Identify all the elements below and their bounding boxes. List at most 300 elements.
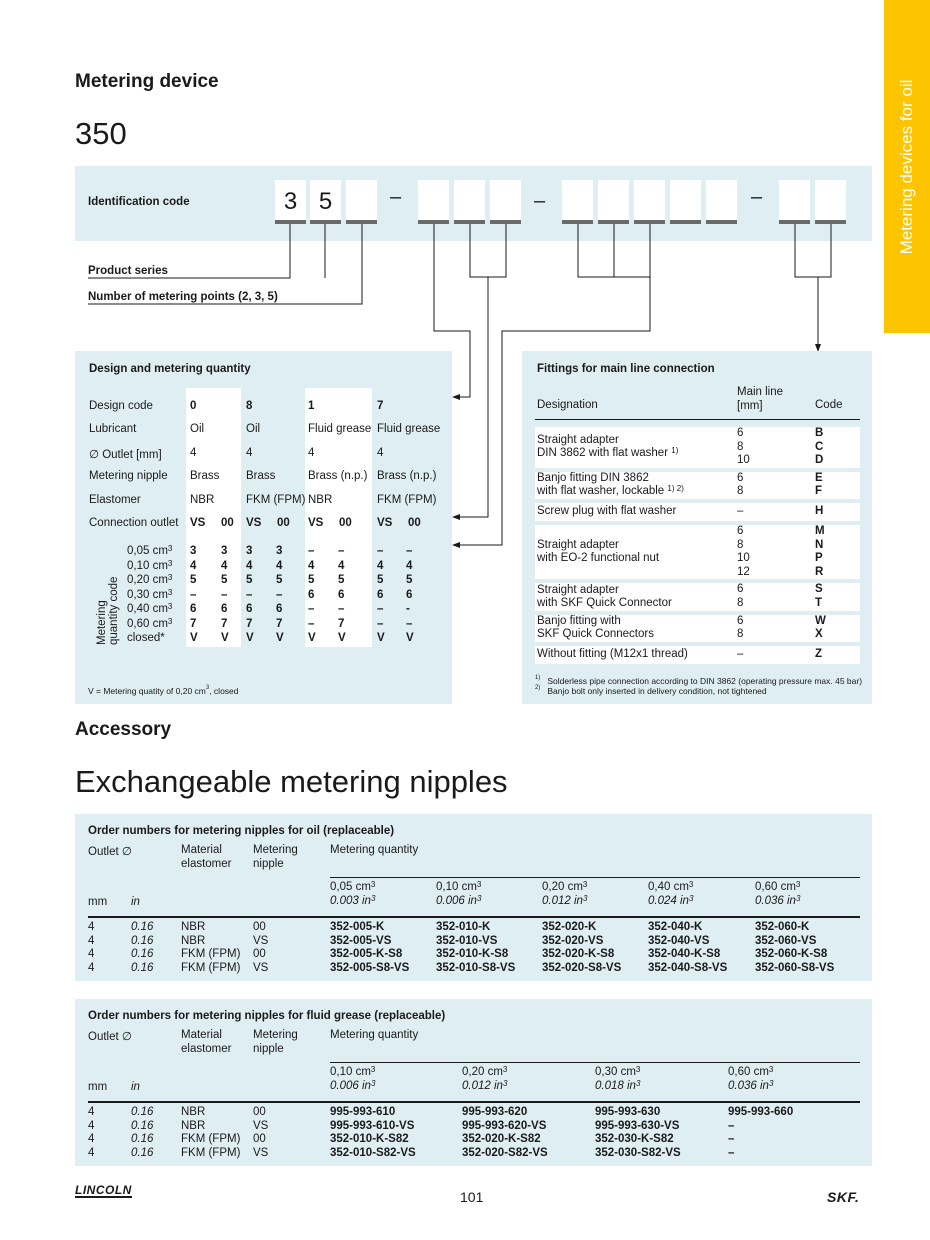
fitting-designation-2-text: SKF Quick Connectors — [537, 628, 654, 641]
design-row-label: Metering nipple — [89, 470, 168, 482]
unit-in: in — [131, 896, 140, 908]
quantity-cm-text: 0,10 cm — [436, 881, 477, 893]
order-number: 995-993-630 — [595, 1106, 661, 1118]
metering-quantity-side-label — [96, 577, 120, 645]
quantity-in — [728, 1080, 773, 1092]
row-nipple: VS — [253, 1146, 269, 1159]
row-mm: 4 — [88, 961, 95, 974]
fitting-designation-2-text: DIN 3862 with flat washer — [537, 447, 669, 460]
table-rule — [88, 916, 860, 918]
fitting-code: P — [815, 552, 823, 565]
fitting-code: N — [815, 538, 824, 551]
header-quantity: Metering quantity — [330, 1029, 419, 1041]
quantity-code: – — [308, 603, 315, 615]
connection-00: 00 — [408, 517, 421, 529]
quantity-code: V — [308, 632, 316, 644]
skf-logo: SKF. — [827, 1189, 860, 1205]
fitting-code: T — [815, 597, 823, 609]
quantity-label-text: 0,20 cm — [127, 574, 168, 586]
design-cell: 4 — [308, 447, 315, 459]
unit-superscript: 3 — [167, 558, 173, 568]
order-number: 995-993-620-VS — [462, 1119, 547, 1132]
connection-vs: VS — [308, 517, 324, 529]
fitting-code: F — [815, 485, 823, 498]
design-cell: Brass — [190, 470, 220, 482]
order-number: 352-040-VS — [648, 934, 710, 947]
order-number: 352-020-VS — [542, 934, 604, 947]
order-number: 352-005-S8-VS — [330, 961, 410, 974]
unit-mm: mm — [88, 896, 108, 908]
quantity-cm-text: 0,05 cm — [330, 881, 371, 893]
quantity-in — [436, 895, 481, 907]
fitting-footnote-mark: 1) — [671, 446, 679, 456]
fitting-code: D — [815, 454, 824, 467]
quantity-in — [462, 1080, 507, 1092]
quantity-cm-text: 0,40 cm — [648, 881, 689, 893]
row-in: 0.16 — [131, 1146, 154, 1159]
row-nipple: VS — [253, 961, 269, 974]
code-digit-1: 3 — [275, 180, 306, 224]
quantity-code: 5 — [377, 574, 384, 586]
order-number: 352-060-K-S8 — [755, 948, 828, 960]
quantity-code: – — [190, 588, 197, 601]
quantity-code: 4 — [308, 559, 315, 572]
unit-superscript: 3 — [167, 587, 173, 597]
quantity-code: 3 — [276, 545, 283, 557]
order-number: 995-993-660 — [728, 1106, 794, 1118]
row-in: 0.16 — [131, 961, 154, 974]
order-number: 352-020-K-S8 — [542, 948, 615, 960]
fn2-text: Banjo bolt only inserted in delivery condition, not tightened — [547, 686, 767, 696]
unit-superscript: 3 — [582, 880, 588, 889]
quantity-code: 4 — [221, 559, 228, 572]
quantity-code: – — [377, 617, 384, 630]
fitting-code: X — [815, 628, 823, 641]
unit-superscript: 3 — [476, 894, 482, 903]
quantity-code: 4 — [338, 559, 345, 572]
order-number: 352-010-S8-VS — [436, 961, 516, 974]
row-in: 0.16 — [131, 1106, 154, 1118]
fitting-size: 6 — [737, 614, 744, 627]
quantity-in-text: 0.003 in — [330, 895, 371, 907]
accessory-heading: Accessory — [75, 719, 172, 740]
fitting-size: 8 — [737, 538, 744, 551]
design-cell: 0 — [190, 400, 197, 412]
design-cell: 7 — [377, 400, 384, 412]
quantity-cm — [436, 881, 481, 893]
design-cell: Fluid grease — [308, 423, 372, 435]
fitting-designation-2 — [537, 552, 659, 564]
fitting-designation-2-text: with flat washer, lockable — [537, 485, 665, 498]
quantity-cm — [755, 881, 800, 893]
unit-superscript: 3 — [502, 1065, 508, 1074]
fitting-code: M — [815, 525, 825, 537]
quantity-code: 4 — [190, 559, 197, 572]
fitting-size: 12 — [737, 565, 750, 578]
order-number: 352-020-K-S82 — [462, 1133, 541, 1145]
mainline-line-1: Main line — [737, 386, 784, 398]
quantity-code: 6 — [377, 588, 384, 601]
fitting-size: 6 — [737, 471, 744, 484]
quantity-code: 6 — [406, 588, 413, 601]
design-cell: FKM (FPM) — [377, 494, 437, 506]
order-number: 995-993-620 — [462, 1106, 528, 1118]
quantity-code: – — [377, 603, 384, 615]
fitting-code: R — [815, 565, 824, 578]
row-material: FKM (FPM) — [181, 1146, 241, 1159]
order-number: 352-040-K — [648, 921, 703, 933]
design-cell: NBR — [190, 494, 215, 506]
order-number: 352-010-S82-VS — [330, 1146, 416, 1159]
quantity-code: – — [406, 545, 413, 557]
order-number: 352-020-S82-VS — [462, 1146, 548, 1159]
quantity-code: – — [406, 617, 413, 630]
header-material-2: elastomer — [181, 1043, 232, 1055]
row-in: 0.16 — [131, 934, 154, 947]
fitting-designation: Without fitting (M12x1 thread) — [537, 648, 688, 661]
code-digit-2: 5 — [310, 180, 341, 224]
row-material: NBR — [181, 934, 206, 947]
quantity-code: V — [377, 632, 385, 644]
order-number: – — [728, 1146, 735, 1159]
quantity-code: 5 — [406, 574, 413, 586]
design-cell: Fluid grease — [377, 423, 441, 435]
row-mm: 4 — [88, 1106, 95, 1118]
row-mm: 4 — [88, 1133, 95, 1145]
quantity-code: – — [276, 588, 283, 601]
design-panel-title: Design and metering quantity — [89, 363, 251, 375]
order-number: 352-060-S8-VS — [755, 961, 835, 974]
unit-superscript: 3 — [167, 544, 173, 553]
quantity-code: 5 — [221, 574, 228, 586]
fitting-code: E — [815, 471, 823, 484]
quantity-in-text: 0.012 in — [542, 895, 583, 907]
order-number: 352-005-VS — [330, 934, 392, 947]
design-cell: Brass (n.p.) — [308, 470, 368, 482]
quantity-label — [127, 574, 172, 586]
header-nipple: Metering — [253, 1029, 298, 1041]
header-outlet: Outlet ∅ — [88, 1031, 132, 1043]
unit-superscript: 3 — [635, 1065, 641, 1074]
fitting-designation: Straight adapter — [537, 433, 619, 446]
unit-superscript: 3 — [768, 1079, 774, 1088]
unit-superscript: 3 — [688, 880, 694, 889]
connection-00: 00 — [339, 517, 352, 529]
row-material: FKM (FPM) — [181, 961, 241, 974]
order-number: 995-993-630-VS — [595, 1119, 680, 1132]
quantity-label: closed* — [127, 632, 165, 644]
fitting-size: 8 — [737, 597, 744, 609]
row-in: 0.16 — [131, 948, 154, 960]
quantity-code: 6 — [190, 603, 197, 615]
metering-points-label: Number of metering points (2, 3, 5) — [88, 291, 278, 303]
fitting-size: 8 — [737, 485, 744, 498]
quantity-code: – — [308, 545, 315, 557]
fitting-size: 8 — [737, 628, 744, 641]
order-number: – — [728, 1133, 735, 1145]
unit-superscript: 3 — [167, 616, 173, 626]
row-in: 0.16 — [131, 1119, 154, 1132]
quantity-cm — [330, 1066, 375, 1078]
quantity-code: V — [338, 632, 346, 644]
fitting-size: – — [737, 647, 744, 660]
row-mm: 4 — [88, 1146, 95, 1159]
quantity-code: – — [338, 603, 345, 615]
table-title: Order numbers for metering nipples for oil (replaceable) — [88, 825, 395, 837]
fn1-mark: 1) — [535, 675, 541, 681]
fitting-designation-2 — [537, 597, 672, 609]
design-cell: 4 — [246, 447, 253, 459]
order-number: – — [728, 1119, 735, 1132]
fitting-size: 10 — [737, 454, 750, 467]
row-nipple: 00 — [253, 1133, 266, 1145]
side-label-line-1: Metering — [96, 600, 108, 645]
product-series-label: Product series — [88, 265, 168, 277]
quantity-label — [127, 545, 172, 557]
unit-superscript: 3 — [688, 894, 694, 903]
quantity-in-text: 0.036 in — [755, 895, 796, 907]
table-rule — [88, 1101, 860, 1103]
quantity-code: – — [221, 588, 228, 601]
row-material: NBR — [181, 921, 206, 933]
quantity-code: 7 — [276, 617, 283, 630]
connection-vs: VS — [190, 517, 206, 529]
quantity-code: 7 — [190, 617, 197, 630]
order-number: 352-020-S8-VS — [542, 961, 622, 974]
quantity-code: 3 — [221, 545, 228, 557]
order-number: 352-060-VS — [755, 934, 817, 947]
design-cell: NBR — [308, 494, 333, 506]
order-number: 352-010-K-S82 — [330, 1133, 409, 1145]
unit-superscript: 3 — [476, 880, 482, 889]
quantity-code: – — [338, 545, 345, 557]
design-cell: 8 — [246, 400, 253, 412]
quantity-code: 7 — [338, 617, 345, 630]
quantity-code: 6 — [276, 603, 283, 615]
fittings-header-rule — [535, 419, 860, 420]
design-footnote-end: , closed — [209, 686, 239, 696]
unit-in: in — [131, 1081, 140, 1093]
design-footnote — [88, 686, 239, 696]
quantity-code: 5 — [276, 574, 283, 586]
quantity-in-text: 0.012 in — [462, 1080, 503, 1092]
fitting-code: C — [815, 440, 824, 453]
fn1-text: Solderless pipe connection according to DIN 3862 (operating pressure max. 45 bar) — [547, 676, 863, 686]
quantity-label-text: 0,05 cm — [127, 545, 168, 557]
row-nipple: 00 — [253, 1106, 266, 1118]
quantity-in-text: 0.006 in — [330, 1080, 371, 1092]
design-footnote-sup: 3 — [205, 685, 210, 691]
row-nipple: VS — [253, 1119, 269, 1132]
header-outlet: Outlet ∅ — [88, 846, 132, 858]
design-footnote-text: V = Metering quatity of 0,20 cm — [88, 686, 206, 696]
design-row-label: Design code — [89, 400, 153, 412]
row-mm: 4 — [88, 948, 95, 960]
fitting-size: – — [737, 505, 744, 517]
order-number: 352-030-S82-VS — [595, 1146, 681, 1159]
order-number: 352-040-K-S8 — [648, 948, 721, 960]
row-in: 0.16 — [131, 921, 154, 933]
row-nipple: VS — [253, 934, 269, 947]
quantity-code: – — [377, 545, 384, 557]
row-mm: 4 — [88, 921, 95, 933]
quantity-label — [127, 618, 172, 630]
identification-code-label: Identification code — [88, 196, 190, 208]
order-number: 352-040-S8-VS — [648, 961, 728, 974]
fittings-col-code: Code — [815, 399, 843, 411]
quantity-in — [330, 895, 375, 907]
unit-superscript: 3 — [582, 894, 588, 903]
quantity-cm — [542, 881, 587, 893]
row-material: NBR — [181, 1106, 206, 1118]
fitting-designation-2-text: with SKF Quick Connector — [537, 597, 672, 609]
quantity-label — [127, 603, 172, 615]
unit-superscript: 3 — [768, 1065, 774, 1074]
unit-superscript: 3 — [502, 1079, 508, 1088]
order-number: 352-060-K — [755, 921, 810, 933]
lincoln-logo: LINCOLN — [75, 1183, 132, 1197]
unit-superscript: 3 — [795, 894, 801, 903]
fitting-designation-2 — [537, 628, 654, 640]
unit-superscript: 3 — [370, 1079, 376, 1088]
unit-superscript: 3 — [370, 1065, 376, 1074]
side-tab-label: Metering devices for oil — [897, 79, 916, 254]
fitting-code: H — [815, 505, 824, 517]
unit-mm: mm — [88, 1081, 108, 1093]
header-rule — [330, 1062, 860, 1063]
quantity-label — [127, 560, 172, 572]
order-number: 352-010-VS — [436, 934, 498, 947]
quantity-in — [330, 1080, 375, 1092]
order-number: 352-005-K — [330, 921, 385, 933]
fn2-mark: 2) — [535, 685, 541, 691]
fitting-code: B — [815, 427, 824, 439]
fitting-designation-2-text: with EO-2 functional nut — [537, 552, 660, 565]
quantity-cm-text: 0,30 cm — [595, 1066, 636, 1078]
quantity-code: 5 — [190, 574, 197, 586]
accessory-title: Exchangeable metering nipples — [75, 764, 508, 799]
design-cell: Brass (n.p.) — [377, 470, 437, 482]
quantity-code: 6 — [308, 588, 315, 601]
quantity-cm-text: 0,10 cm — [330, 1066, 371, 1078]
header-material: Material — [181, 1029, 222, 1041]
quantity-cm — [728, 1066, 773, 1078]
code-dash-1: – — [390, 186, 402, 208]
unit-superscript: 3 — [370, 880, 376, 889]
fitting-designation-2 — [537, 447, 678, 459]
fitting-size: 8 — [737, 440, 744, 453]
design-cell: Brass — [246, 470, 276, 482]
row-mm: 4 — [88, 934, 95, 947]
fitting-size: 6 — [737, 427, 744, 439]
quantity-label-text: 0,40 cm — [127, 603, 168, 615]
row-material: FKM (FPM) — [181, 948, 241, 960]
quantity-in — [755, 895, 800, 907]
fittings-footnote-1 — [535, 676, 862, 686]
fitting-code: Z — [815, 647, 823, 660]
quantity-in-text: 0.036 in — [728, 1080, 769, 1092]
fitting-designation: Straight adapter — [537, 583, 619, 596]
code-dash-3: – — [751, 186, 763, 208]
quantity-code: 6 — [221, 603, 228, 615]
quantity-cm — [595, 1066, 640, 1078]
fitting-designation-2 — [537, 485, 684, 497]
quantity-code: V — [190, 632, 198, 644]
header-material: Material — [181, 844, 222, 856]
quantity-in-text: 0.006 in — [436, 895, 477, 907]
quantity-code: 7 — [221, 617, 228, 630]
code-dash-2: – — [534, 190, 546, 212]
order-number: 352-010-K-S8 — [436, 948, 509, 960]
quantity-label-text: 0,60 cm — [127, 617, 168, 630]
fitting-code: S — [815, 583, 823, 596]
page-number: 101 — [460, 1189, 484, 1205]
quantity-code: V — [246, 632, 254, 644]
row-mm: 4 — [88, 1119, 95, 1132]
unit-superscript: 3 — [167, 602, 173, 611]
fitting-designation: Straight adapter — [537, 538, 619, 551]
design-row-label: Elastomer — [89, 494, 141, 506]
design-cell: 4 — [190, 447, 197, 459]
quantity-code: 6 — [338, 588, 345, 601]
order-number: 352-005-K-S8 — [330, 948, 403, 960]
quantity-code: V — [221, 632, 229, 644]
connection-vs: VS — [246, 517, 262, 529]
connection-00: 00 — [221, 517, 234, 529]
header-nipple-2: nipple — [253, 1043, 284, 1055]
quantity-code: – — [308, 617, 315, 630]
fitting-designation: Banjo fitting with — [537, 614, 621, 627]
fitting-designation: Screw plug with flat washer — [537, 505, 677, 518]
header-quantity: Metering quantity — [330, 844, 419, 856]
quantity-in — [595, 1080, 640, 1092]
unit-superscript: 3 — [795, 880, 801, 889]
header-rule — [330, 877, 860, 878]
quantity-code: 4 — [377, 559, 384, 572]
design-cell: Oil — [190, 423, 205, 435]
quantity-code: – — [246, 588, 253, 601]
header-material-2: elastomer — [181, 858, 232, 870]
header-nipple: Metering — [253, 844, 298, 856]
design-row-label: ∅ Outlet [mm] — [89, 449, 162, 461]
quantity-cm-text: 0,60 cm — [728, 1066, 769, 1078]
unit-superscript: 3 — [167, 573, 173, 582]
unit-superscript: 3 — [370, 894, 376, 903]
side-label-line-2: quantity code — [108, 576, 120, 645]
quantity-code: 3 — [246, 545, 253, 557]
order-number: 352-030-K-S82 — [595, 1133, 674, 1145]
row-nipple: 00 — [253, 921, 266, 933]
mainline-line-2: [mm] — [737, 400, 763, 412]
fittings-col-designation: Designation — [537, 399, 598, 411]
unit-superscript: 3 — [635, 1079, 641, 1088]
quantity-code: 3 — [190, 545, 197, 557]
row-material: NBR — [181, 1119, 206, 1132]
design-row-label: Connection outlet — [89, 517, 179, 529]
quantity-label — [127, 589, 172, 601]
quantity-in-text: 0.018 in — [595, 1080, 636, 1092]
quantity-cm — [330, 881, 375, 893]
fitting-size: 10 — [737, 552, 750, 565]
quantity-code: 6 — [246, 603, 253, 615]
quantity-in — [542, 895, 587, 907]
quantity-code: 5 — [308, 574, 315, 586]
design-cell: FKM (FPM) — [246, 494, 306, 506]
quantity-code: 4 — [406, 559, 413, 572]
fittings-col-mainline — [737, 385, 783, 413]
design-row-label: Lubricant — [89, 423, 137, 435]
quantity-code: V — [276, 632, 284, 644]
